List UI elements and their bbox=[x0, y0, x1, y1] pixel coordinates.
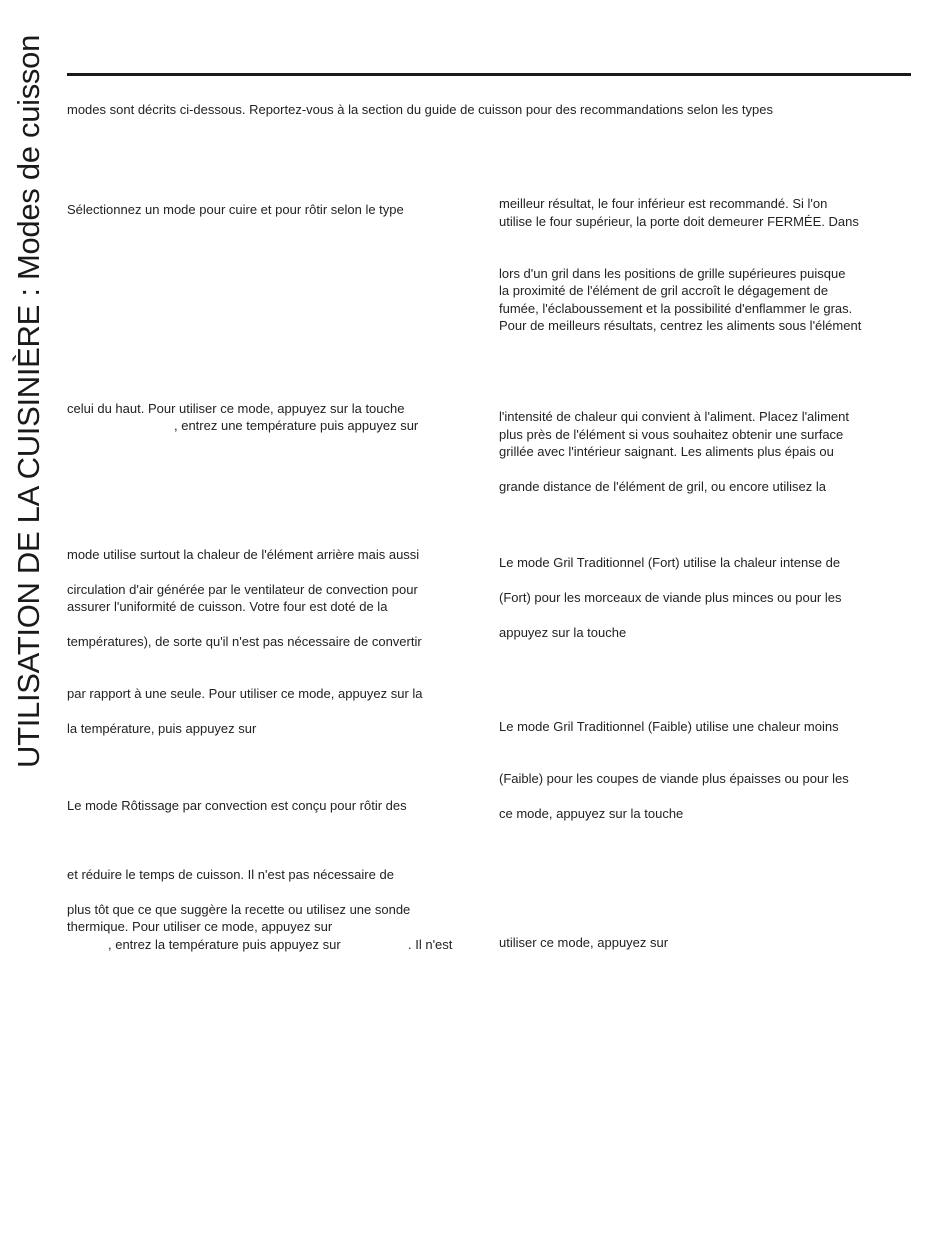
heat-text-2: plus près de l'élément si vous souhaitez obtenir une surface bbox=[499, 427, 844, 442]
convection-text-1: mode utilise surtout la chaleur de l'élément arrière mais aussi bbox=[67, 547, 420, 562]
heat-text-4: grande distance de l'élément de gril, ou encore utilisez la bbox=[499, 479, 826, 494]
heat-text-1: l'intensité de chaleur qui convient à l'aliment. Placez l'aliment bbox=[499, 409, 849, 424]
broil-low-text-3: ce mode, appuyez sur la touche bbox=[499, 806, 684, 821]
lower-oven-text-1: meilleur résultat, le four inférieur est recommandé. Si l'on bbox=[499, 196, 828, 211]
roast-text-5: , entrez la température puis appuyez sur bbox=[108, 937, 341, 952]
broil-text-1: lors d'un gril dans les positions de grille supérieures puisque bbox=[499, 266, 846, 281]
roast-text-2: et réduire le temps de cuisson. Il n'est pas nécessaire de bbox=[67, 867, 394, 882]
select-mode-text: Sélectionnez un mode pour cuire et pour rôtir selon le type bbox=[67, 202, 404, 217]
broil-low-text-2: (Faible) pour les coupes de viande plus épaisses ou pour les bbox=[499, 771, 849, 786]
roast-text-3: plus tôt que ce que suggère la recette ou utilisez une sonde bbox=[67, 902, 411, 917]
roast-text-4: thermique. Pour utiliser ce mode, appuyez sur bbox=[67, 919, 333, 934]
top-oven-text-1: celui du haut. Pour utiliser ce mode, appuyez sur la touche bbox=[67, 401, 405, 416]
heat-text-3: grillée avec l'intérieur saignant. Les aliments plus épais ou bbox=[499, 444, 834, 459]
use-mode-text: utiliser ce mode, appuyez sur bbox=[499, 935, 669, 950]
broil-high-text-1: Le mode Gril Traditionnel (Fort) utilise la chaleur intense de bbox=[499, 555, 841, 570]
broil-low-text-1: Le mode Gril Traditionnel (Faible) utilise une chaleur moins bbox=[499, 719, 839, 734]
broil-text-2: la proximité de l'élément de gril accroît le dégagement de bbox=[499, 283, 829, 298]
top-oven-text-2: , entrez une température puis appuyez sur bbox=[174, 418, 419, 433]
broil-text-3: fumée, l'éclaboussement et la possibilité d'enflammer le gras. bbox=[499, 301, 853, 316]
side-title: UTILISATION DE LA CUISINIÈRE : Modes de cuisson bbox=[11, 34, 46, 768]
broil-high-text-3: appuyez sur la touche bbox=[499, 625, 627, 640]
intro-text: modes sont décrits ci-dessous. Reportez-vous à la section du guide de cuisson pour des recommandations selon les types bbox=[67, 102, 773, 117]
convection-text-2: circulation d'air générée par le ventilateur de convection pour bbox=[67, 582, 418, 597]
convection-text-3: assurer l'uniformité de cuisson. Votre four est doté de la bbox=[67, 599, 388, 614]
roast-text-6: . Il n'est bbox=[408, 937, 453, 952]
convection-text-4: températures), de sorte qu'il n'est pas nécessaire de convertir bbox=[67, 634, 422, 649]
convection-text-6: la température, puis appuyez sur bbox=[67, 721, 257, 736]
broil-text-4: Pour de meilleurs résultats, centrez les aliments sous l'élément bbox=[499, 318, 862, 333]
top-rule bbox=[67, 73, 911, 76]
roast-text-1: Le mode Rôtissage par convection est conçu pour rôtir des bbox=[67, 798, 407, 813]
broil-high-text-2: (Fort) pour les morceaux de viande plus minces ou pour les bbox=[499, 590, 842, 605]
lower-oven-text-2: utilise le four supérieur, la porte doit demeurer FERMÉE. Dans bbox=[499, 214, 859, 229]
convection-text-5: par rapport à une seule. Pour utiliser ce mode, appuyez sur la bbox=[67, 686, 423, 701]
